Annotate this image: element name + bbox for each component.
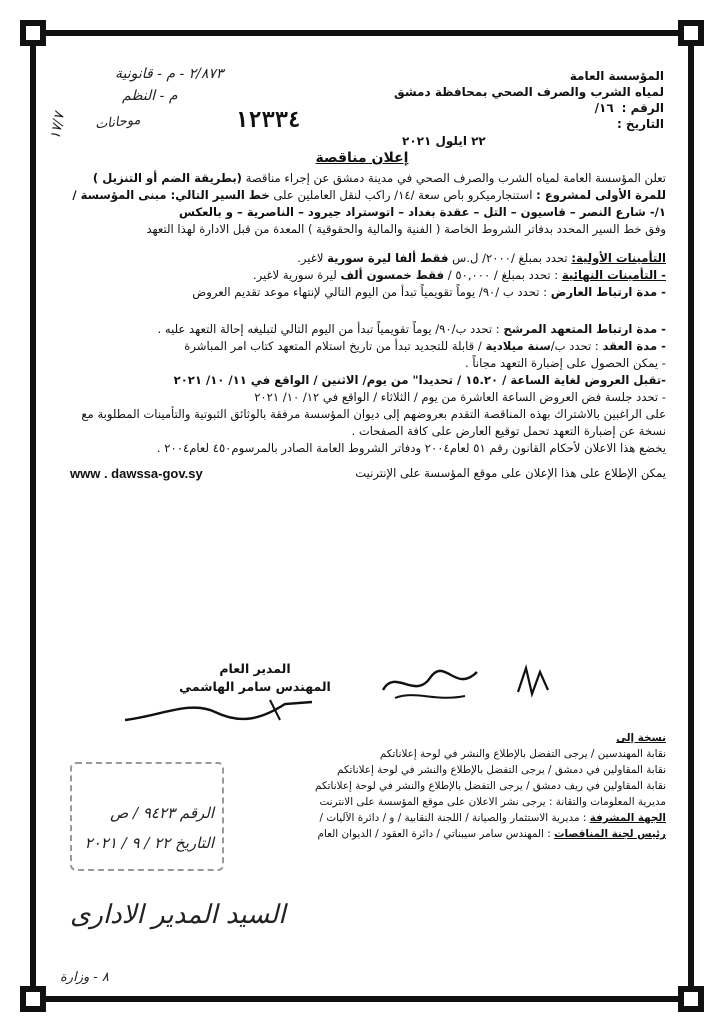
website-url[interactable]: www . dawssa-gov.sy bbox=[70, 466, 203, 481]
copies-section bbox=[226, 730, 666, 842]
handwritten-note: موحانات bbox=[94, 112, 142, 133]
initial-insurance-label: التأمينات الأولية: bbox=[571, 251, 666, 265]
contract-duration-tail: / قابلة للتجديد تبدأ من تاريخ استلام المتعهد كتاب امر المباشرة bbox=[184, 339, 486, 353]
org-name-line2: لمياه الشرب والصرف الصحي بمحافظة دمشق bbox=[394, 85, 664, 99]
copies-heading: نسخة إلى bbox=[616, 732, 666, 744]
director-signature bbox=[120, 690, 320, 730]
committee-chair-text: : المهندس سامر سيبناتي / دائرة العقود / الديوان العام bbox=[317, 828, 555, 840]
stamp-number: الرقم ٩٤٢٣ / ص bbox=[110, 804, 214, 822]
route-text: خط السير التالي: مبنى المؤسسة /١/- شارع النصر – قاسيون – التل – عقدة بغداد – اتوستراد جيرود – الناصرية – و بالعكس bbox=[72, 188, 666, 219]
terms-paragraph: وفق خط السير المحدد بدفاتر الشروط الخاصة ( الفنية والمالية والحقوقية ) المعدة من قبل الادارة لهذا التعهد bbox=[146, 222, 666, 236]
border-corner bbox=[678, 986, 704, 1012]
intro-project: استنجارميكرو باص سعة /١٤/ راكب لنقل العاملين على bbox=[269, 188, 537, 202]
contract-duration-label: - مدة العقد bbox=[602, 339, 666, 353]
copy-line: نقابة المقاولين في ريف دمشق / يرجى التفضل بالإطلاع والنشر في لوحة إعلاناتكم bbox=[315, 780, 666, 792]
supervising-text: : مديرية الاستثمار والصيانة / اللجنة النقابية / و / دائرة الآليات / bbox=[319, 812, 590, 824]
reference-row bbox=[394, 100, 664, 116]
page-border-right bbox=[688, 30, 694, 1002]
signatory-title: المدير العام bbox=[219, 661, 291, 676]
winner-commitment-text: : تحدد ب/٩٠/ يوماً تقويمياً تبدأ من اليوم التالي لتبليغه إحالة التعهد عليه . bbox=[157, 322, 504, 336]
initial-insurance-text: تحدد بمبلغ /٢٠٠٠/ ل.س bbox=[448, 251, 572, 265]
bidder-commitment bbox=[70, 284, 666, 301]
border-corner bbox=[20, 20, 46, 46]
contract-duration bbox=[70, 338, 666, 355]
reference-label: الرقم : bbox=[621, 101, 664, 115]
reference-value: ١٦/ bbox=[594, 101, 614, 115]
law-paragraph: يخضع هذا الاعلان لأحكام القانون رقم ٥١ لعام٢٠٠٤ ودفاتر الشروط العامة الصادر بالمرسوم٤٥٠ لعام٢٠٠٤ . bbox=[156, 441, 666, 455]
winner-commitment bbox=[70, 321, 666, 338]
border-corner bbox=[678, 20, 704, 46]
supervising-label: الجهة المشرفة bbox=[589, 812, 666, 824]
applicants-paragraph: على الراغبين بالاشتراك بهذه المناقصة التقدم بعروضهم إلى ديوان المؤسسة مرفقة بالوثائق الثبوتية والتأمينات المطلوبة مع نسخة عن إضبارة التعهد تحمل توقيع العارض على كافة الصفحات . bbox=[81, 407, 666, 438]
initials-scribble bbox=[510, 660, 560, 705]
final-insurance-amount: فقط خمسون ألف bbox=[340, 268, 445, 282]
stamp-date: التاريخ ٢٢ / ٩ / ٢٠٢١ bbox=[84, 834, 214, 852]
border-corner bbox=[20, 986, 46, 1012]
contract-duration-period: سنة ميلادية bbox=[485, 339, 551, 353]
committee-chair-label: رئيس لجنة المناقصات bbox=[554, 828, 666, 840]
final-insurance-label: - التأمينات النهائية bbox=[561, 268, 666, 282]
page-border-bottom bbox=[30, 996, 694, 1002]
website-row bbox=[70, 465, 666, 482]
page-border-left bbox=[30, 30, 36, 1002]
initial-insurance-amount: فقط ألفا ليرة سورية bbox=[327, 251, 449, 265]
handwritten-instruction: السيد المدير الادارى bbox=[70, 900, 286, 930]
intro-method: (بطريقة الضم أو التنزيل ) للمرة الأولى لمشروع : bbox=[92, 171, 666, 202]
incoming-stamp bbox=[70, 762, 224, 871]
bidder-commitment-text: : تحدد ب /٩٠/ يوماً تقويمياً تبدأ من اليوم التالي لإنتهاء موعد تقديم العروض bbox=[192, 285, 551, 299]
handwritten-footer: ٨ - وزارة bbox=[60, 970, 109, 985]
intro-paragraph bbox=[70, 170, 666, 221]
handwritten-note: م - النظم bbox=[122, 88, 178, 104]
contract-duration-text: : تحدد ب/ bbox=[550, 339, 603, 353]
copy-line: مديرية المعلومات والتقانة : يرجى نشر الاعلان على موقع المؤسسة على الانترنت bbox=[319, 796, 666, 808]
copy-line: نقابة المهندسين / يرجى التفضل بالإطلاع والنشر في لوحة إعلاناتكم bbox=[379, 748, 666, 760]
bid-deadline: -تقبل العروض لغاية الساعة / ١٥.٢٠ / تحديدا" من يوم/ الاثنين / الواقع في ١١/ ١٠/ ٢٠٢١ bbox=[173, 373, 666, 387]
copy-line: نقابة المقاولين في دمشق / يرجى التفضل بالإطلاع والنشر في لوحة إعلاناتكم bbox=[336, 764, 666, 776]
date-value: ٢٢ ايلول ٢٠٢١ bbox=[402, 134, 486, 148]
handwritten-mark: ١٧/٧ bbox=[47, 111, 68, 141]
announcement-title bbox=[0, 150, 724, 166]
final-insurance bbox=[70, 267, 666, 284]
announcement-title-text: إعلان مناقصة bbox=[315, 150, 409, 166]
registration-number: ١٢٣٣٤ bbox=[235, 108, 302, 133]
bidder-commitment-label: - مدة ارتباط العارض bbox=[550, 285, 666, 299]
final-insurance-tail: ليرة سورية لاغير. bbox=[252, 268, 341, 282]
date-row bbox=[394, 116, 664, 132]
org-name-line1: المؤسسة العامة bbox=[569, 69, 664, 83]
winner-commitment-label: - مدة ارتباط المتعهد المرشح bbox=[503, 322, 666, 336]
announcement-body bbox=[70, 170, 666, 482]
supervising-party bbox=[226, 810, 666, 826]
signature-scribble bbox=[375, 660, 485, 710]
signatory-name: المهندس سامر الهاشمي bbox=[179, 679, 331, 694]
intro-text: تعلن المؤسسة العامة لمياه الشرب والصرف الصحي في مدينة دمشق عن إجراء مناقصة bbox=[241, 171, 666, 185]
opening-session: - تحدد جلسة فض العروض الساعة العاشرة من يوم / الثلاثاء / الواقع في ١٢/ ١٠/ ٢٠٢١ bbox=[254, 390, 666, 404]
docs-free-note: - يمكن الحصول على إضبارة التعهد مجاناً . bbox=[465, 356, 666, 370]
website-text: يمكن الإطلاع على هذا الإعلان على موقع المؤسسة على الإنترنيت bbox=[355, 466, 666, 480]
final-insurance-text: : تحدد بمبلغ / ٥٠,٠٠٠ / bbox=[444, 268, 562, 282]
letterhead bbox=[394, 68, 664, 132]
committee-chair bbox=[226, 826, 666, 842]
page-border-top bbox=[30, 30, 694, 36]
handwritten-note: ٢/٨٧٣ - م - قانونية bbox=[115, 66, 224, 82]
initial-insurance-tail: لاغير. bbox=[297, 251, 328, 265]
date-label: التاريخ : bbox=[616, 117, 664, 131]
initial-insurance bbox=[70, 250, 666, 267]
